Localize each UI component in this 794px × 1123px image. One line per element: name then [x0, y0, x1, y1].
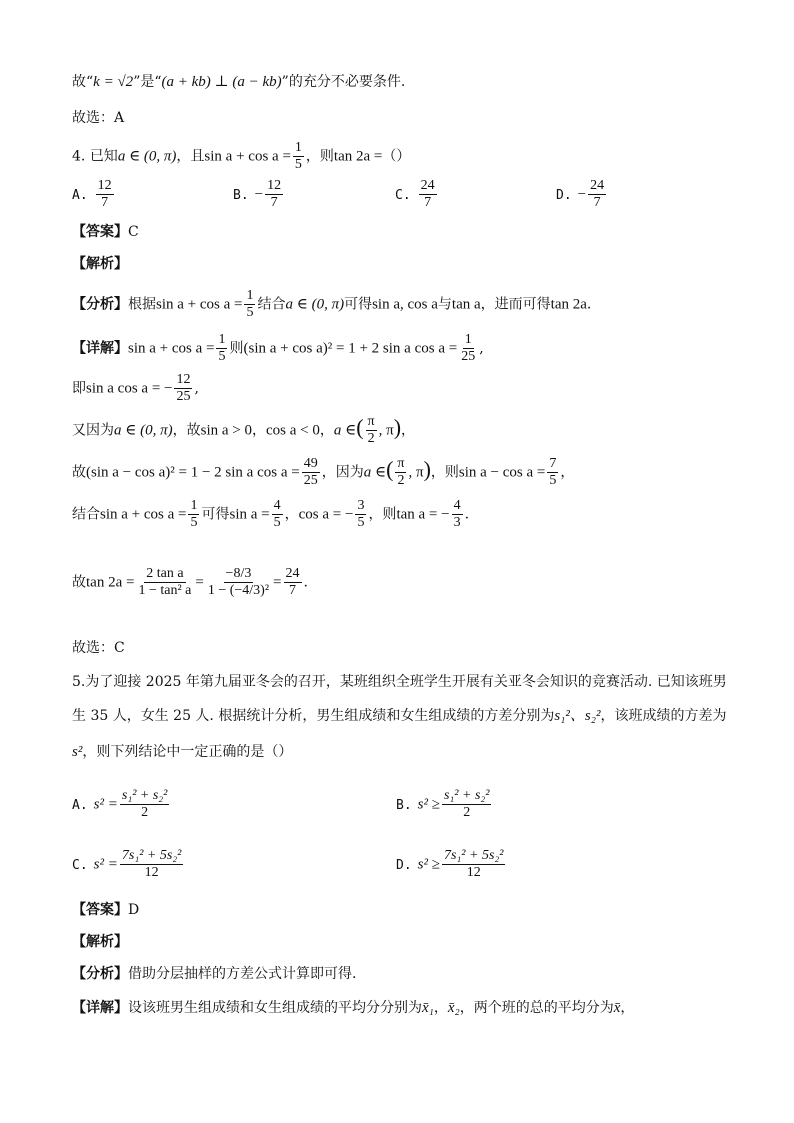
q5-option-b: B. s² ≥ $\frac{\text{s₁² + s₂²}}{2}$ [396, 788, 490, 820]
q4-analysis-heading: 【解析】 [72, 256, 128, 272]
condition-perpendicular: (a + kb) ⊥ (a − kb) [161, 74, 282, 90]
fraction: $\frac{1}{5}$ [294, 140, 302, 172]
q4-detail-6: 故tan 2a = $\frac{\text{2 tan a}}{\text{1 − tan² a}}$ = $\frac{-8/3}{\text{1 − (−4/3)²}}$ = $\frac{24}{7}$ . [72, 566, 308, 598]
q4-option-a: A. $\frac{12}{7}$ [72, 178, 112, 210]
q4-stem: 4. 已知a ∈ (0, π)，且sin a + cos a = $\frac{1}{5}$ ，则tan 2a =（） [72, 140, 411, 172]
q4-detail-1: 【详解】sin a + cos a = $\frac{1}{5}$ 则(sin a + cos a)² = 1 + 2 sin a cos a = $\frac{1}{25}$ , [72, 332, 484, 364]
prev-choice: 故选：A [72, 110, 125, 126]
q4-choice: 故选：C [72, 640, 125, 656]
q4-detail-4: 故(sin a − cos a)² = 1 − 2 sin a cos a = $\frac{49}{25}$ ，因为a ∈( $\frac{\pi}{2}$ , π)，则sin a − cos a = $\frac{7}{5}$ ， [72, 456, 575, 488]
q5-option-d: D. s² ≥ $\frac{\text{7s₁² + 5s₂²}}{12}$ [396, 848, 504, 880]
q4-option-b: B. − $\frac{12}{7}$ [233, 178, 282, 210]
q5-option-a: A. s² = $\frac{\text{s₁² + s₂²}}{2}$ [72, 788, 168, 820]
q5-answer: 【答案】D [72, 902, 140, 918]
q5-analysis-heading: 【解析】 [72, 934, 128, 950]
q4-option-d: D. − $\frac{24}{7}$ [556, 178, 605, 210]
q4-answer: 【答案】C [72, 224, 139, 240]
q5-detail: 【详解】设该班男生组成绩和女生组成绩的平均分分别为x̄₁，x̄₂，两个班的总的平均分为x̄， [72, 1000, 635, 1016]
prev-conclusion: 故“k = √2”是“(a + kb) ⊥ (a − kb)”的充分不必要条件. [72, 74, 406, 90]
q5-fenxi: 【分析】借助分层抽样的方差公式计算即可得. [72, 966, 357, 982]
q4-detail-3: 又因为a ∈ (0, π)，故sin a > 0，cos a < 0，a ∈( $\frac{\pi}{2}$ , π)， [72, 414, 416, 446]
q4-detail-5: 结合sin a + cos a = $\frac{1}{5}$ 可得sin a = $\frac{4}{5}$ ，cos a = − $\frac{3}{5}$ ，则tan a = − $\frac{4}{3}$ . [72, 498, 470, 530]
compound-fraction: $\frac{-8/3}{\text{1 − (−4/3)²}}$ [207, 566, 270, 598]
q4-detail-2: 即sin a cos a = − $\frac{12}{25}$ , [72, 372, 199, 404]
q5-stem-line1: 5.为了迎接 2025 年第九届亚冬会的召开，某班组织全班学生开展有关亚冬会知识的竞赛活动. 已知该班男 [72, 674, 727, 690]
q5-stem-line2: 生 35 人，女生 25 人. 根据统计分析，男生组成绩和女生组成绩的方差分别为s₁²、s₂²，该班成绩的方差为 [72, 708, 727, 724]
q5-stem-line3: s²，则下列结论中一定正确的是（） [72, 744, 293, 760]
q5-option-c: C. s² = $\frac{\text{7s₁² + 5s₂²}}{12}$ [72, 848, 182, 880]
q4-fenxi: 【分析】根据sin a + cos a = $\frac{1}{5}$ 结合a ∈ (0, π)可得sin a, cos a与tan a，进而可得tan 2a. [72, 288, 592, 320]
q4-option-c: C. $\frac{24}{7}$ [395, 178, 435, 210]
condition-k: k = √2 [93, 74, 134, 90]
